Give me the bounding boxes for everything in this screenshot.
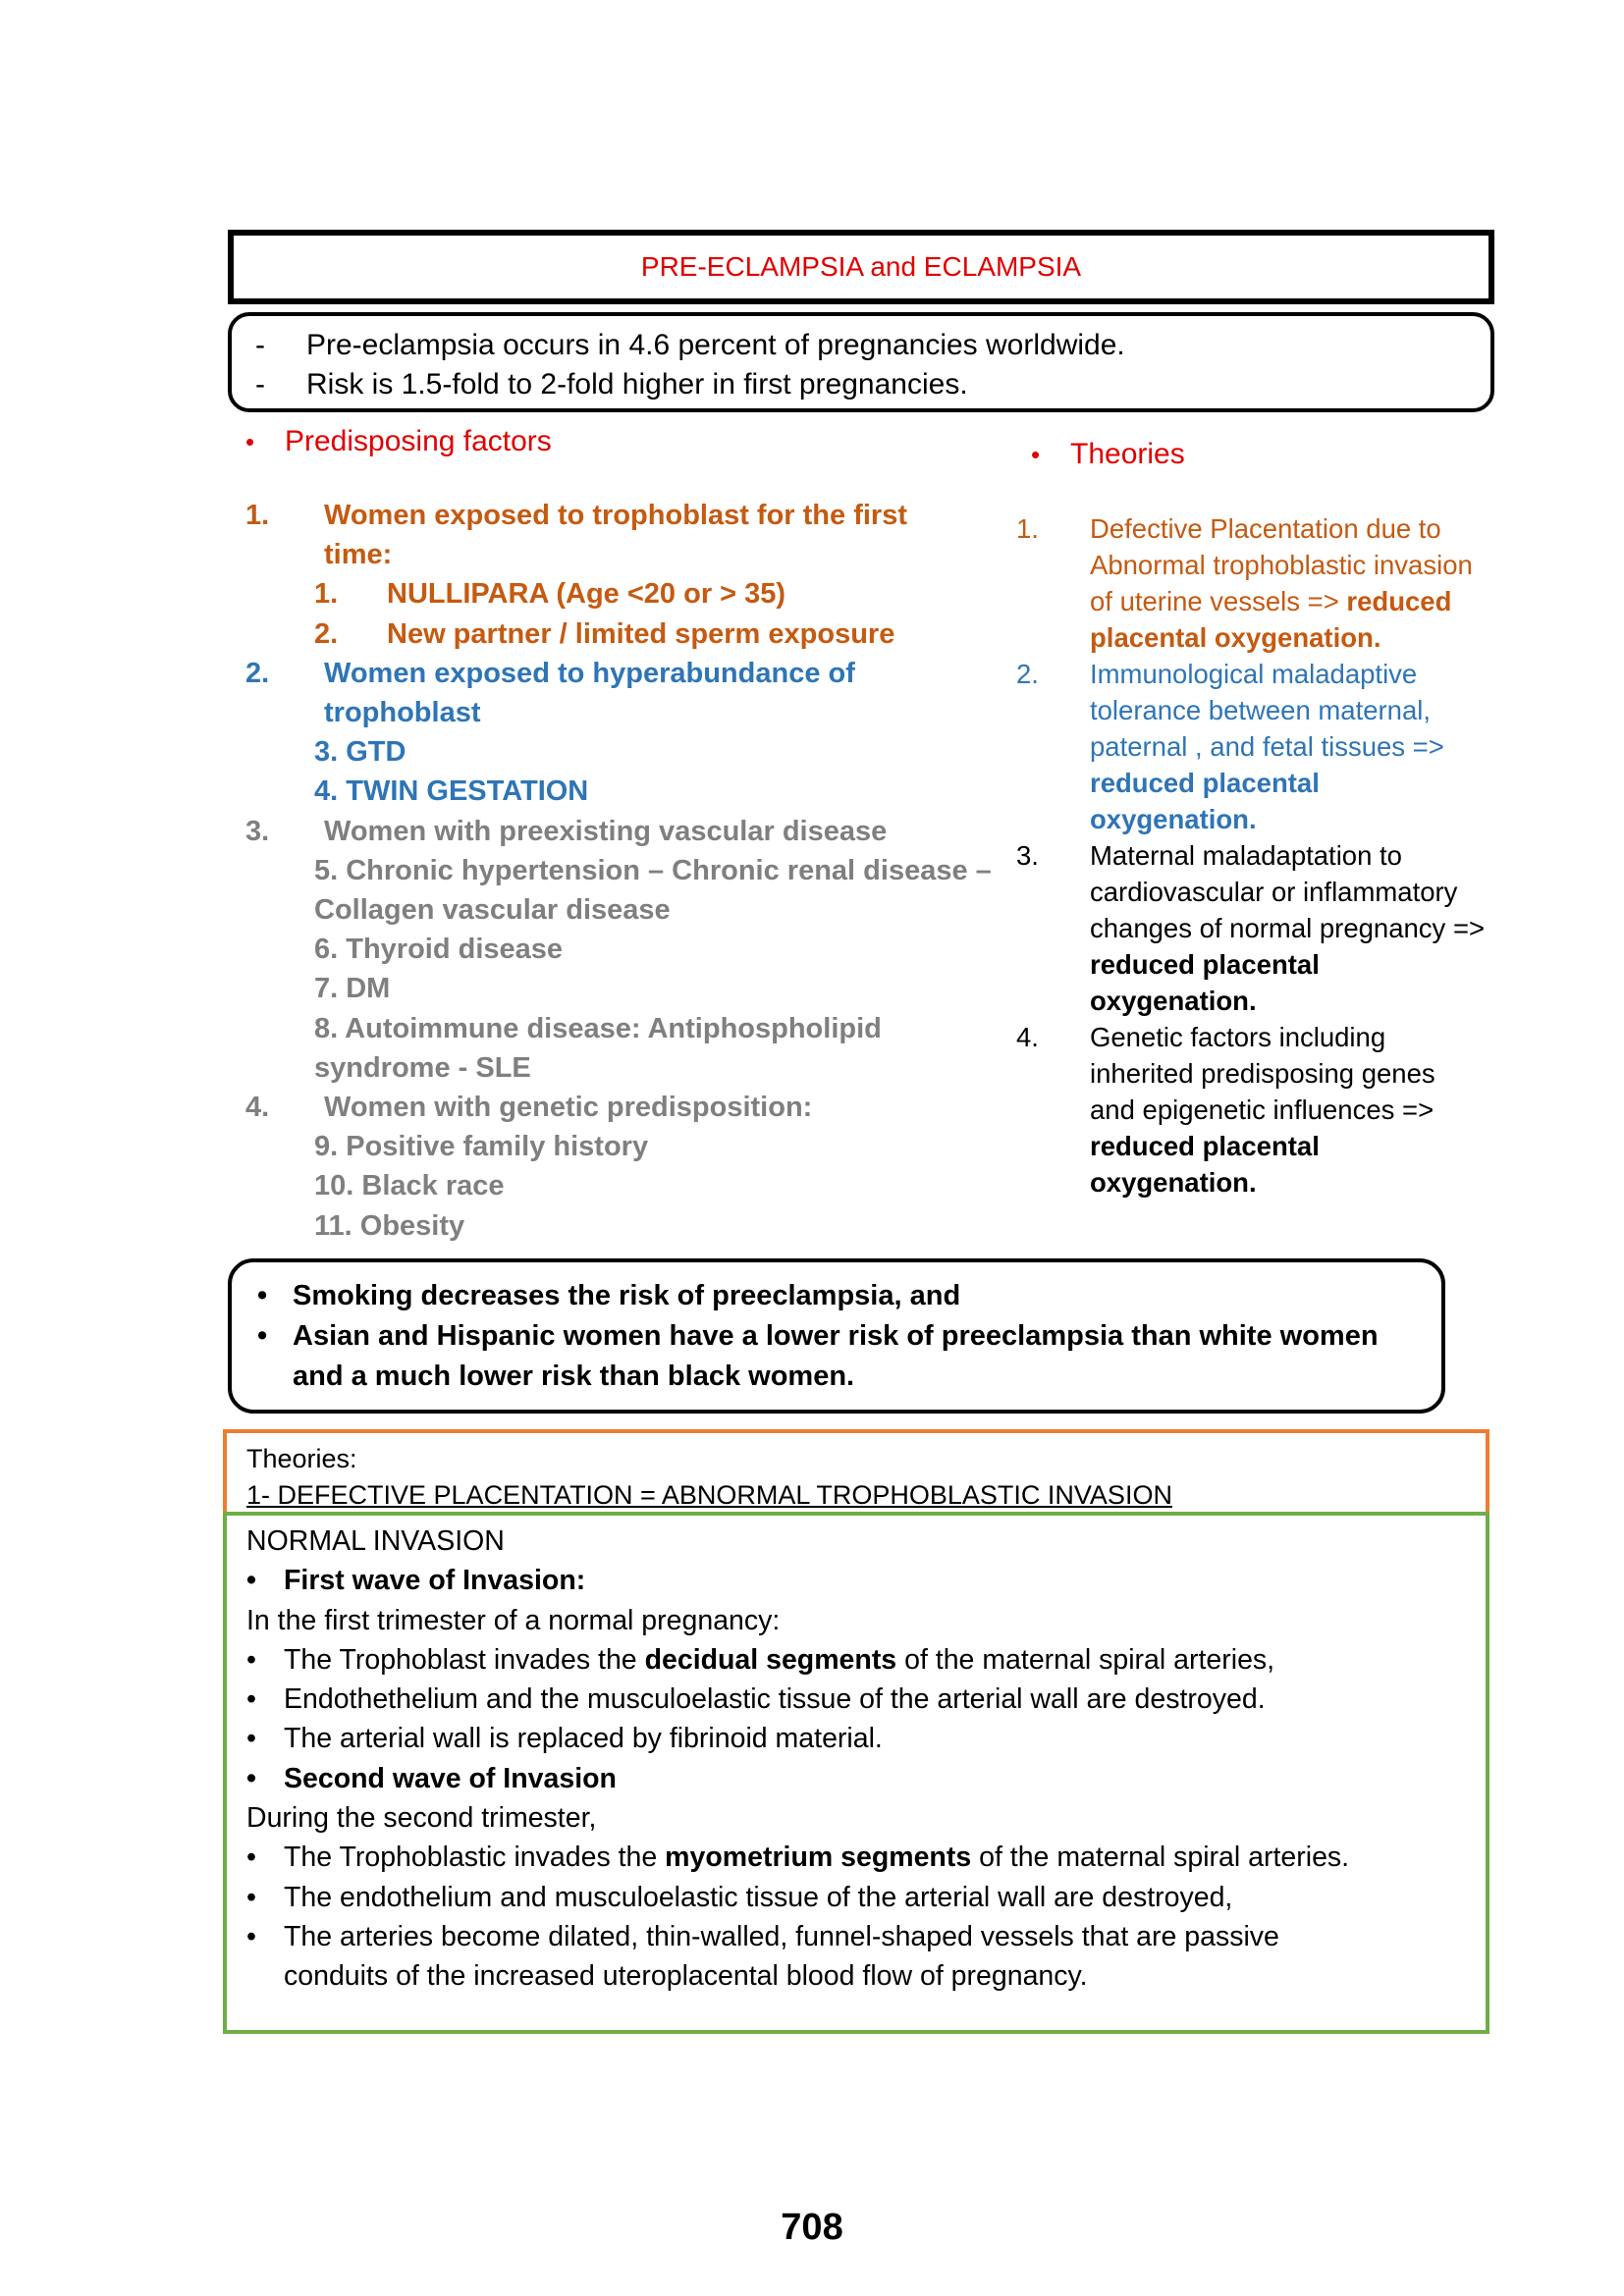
list-item [245, 1048, 1001, 1088]
item-number: 2. [245, 657, 270, 689]
bullet-icon: • [245, 426, 255, 456]
item-text: Women with preexisting vascular disease [324, 815, 888, 847]
intro-line [255, 365, 1490, 404]
dash-marker: - [255, 368, 265, 400]
list-item [245, 812, 1001, 851]
list-item [245, 535, 1001, 574]
list-item [245, 614, 1001, 654]
note-line [257, 1276, 1441, 1316]
item-text: Defective Placentation due to Abnormal trophoblastic invasion of uterine vessels => reduced placental oxygenation. [1090, 513, 1473, 653]
list-item [245, 1206, 1001, 1246]
item-text: 7. DM [314, 973, 391, 1005]
item-number: 1. [245, 500, 270, 531]
bullet-text: The Trophoblastic invades the myometrium segments of the maternal spiral arteries. [284, 1842, 1350, 1874]
bullet-line [246, 1640, 1486, 1680]
item-number: 3. [1016, 840, 1039, 871]
item-number: 2. [1016, 659, 1039, 689]
item-text: 3. GTD [314, 736, 406, 769]
bullet-text: conduits of the increased uteroplacental blood flow of pregnancy. [284, 1960, 1088, 1993]
bullet-line [246, 1838, 1486, 1877]
bullet-line [246, 1719, 1486, 1758]
item-text: 8. Autoimmune disease: Antiphospholipid [314, 1012, 882, 1044]
page-number: 708 [781, 2207, 843, 2248]
bullet-line [246, 1680, 1486, 1719]
note-text: and a much lower risk than black women. [293, 1361, 855, 1392]
theory-label: Theories: [246, 1444, 357, 1473]
bullet-icon: • [246, 1683, 256, 1716]
item-number: 1. [314, 578, 339, 611]
intro-text: Risk is 1.5-fold to 2-fold higher in first pregnancies. [306, 368, 968, 400]
item-text: Women exposed to hyperabundance of [324, 657, 855, 689]
bullet-line [246, 1561, 1486, 1600]
predisposing-heading [245, 425, 552, 458]
subheading: Second wave of Invasion [284, 1762, 617, 1794]
list-item [245, 890, 1001, 930]
intro-line [255, 326, 1490, 365]
list-item [245, 732, 1001, 772]
list-item [245, 969, 1001, 1008]
intro-text: In the first trimester of a normal pregnancy: [246, 1604, 781, 1636]
list-item [245, 1127, 1001, 1166]
item-text: syndrome - SLE [314, 1051, 531, 1084]
bullet-line [246, 1759, 1486, 1798]
bullet-icon: • [246, 1842, 256, 1874]
note-text: Smoking decreases the risk of preeclampsia, and [293, 1280, 961, 1311]
item-text: Women exposed to trophoblast for the first [324, 500, 907, 531]
theories-list [1016, 510, 1488, 1201]
list-item [245, 772, 1001, 811]
list-item [245, 693, 1001, 732]
list-item [245, 851, 1001, 890]
theory-subtitle: 1- DEFECTIVE PLACENTATION = ABNORMAL TROPHOBLASTIC INVASION [246, 1480, 1172, 1510]
list-item [245, 574, 1001, 614]
item-text: Immunological maladaptive tolerance between maternal, paternal , and fetal tissues => reduced placental oxygenation. [1090, 659, 1444, 834]
page-title: PRE-ECLAMPSIA and ECLAMPSIA [640, 251, 1082, 282]
item-text: New partner / limited sperm exposure [387, 617, 895, 650]
item-number: 2. [314, 617, 339, 650]
item-text: Maternal maladaptation to cardiovascular or inflammatory changes of normal pregnancy => reduced placental oxygenation. [1090, 840, 1486, 1016]
intro-text: During the second trimester, [246, 1802, 597, 1835]
item-text: time: [324, 539, 393, 571]
item-number: 4. [1016, 1022, 1039, 1052]
theory-header-box [223, 1429, 1489, 1514]
bullet-icon: • [246, 1881, 256, 1913]
note-line [257, 1316, 1441, 1357]
item-text: 10. Black race [314, 1170, 505, 1202]
bullet-text: The arteries become dilated, thin-walled, funnel-shaped vessels that are passive [284, 1920, 1279, 1952]
bullet-text: The Trophoblast invades the decidual segments of the maternal spiral arteries, [284, 1643, 1275, 1676]
bullet-icon: • [246, 1565, 256, 1597]
predisposing-list [245, 496, 1001, 1246]
bullet-icon: • [257, 1280, 268, 1311]
item-text: Collagen vascular disease [314, 894, 671, 927]
list-item [245, 654, 1001, 693]
item-text: trophoblast [324, 697, 481, 729]
note-line [257, 1357, 1441, 1397]
list-item [245, 1009, 1001, 1048]
list-item [245, 1088, 1001, 1127]
theory-item [1016, 1019, 1488, 1201]
bullet-icon: • [246, 1643, 256, 1676]
list-item [245, 930, 1001, 969]
item-text: 9. Positive family history [314, 1131, 649, 1163]
bullet-icon: • [246, 1920, 256, 1952]
bullet-icon: • [1031, 439, 1041, 469]
bullet-icon: • [246, 1762, 256, 1794]
item-number: 1. [1016, 513, 1039, 544]
theory-item [1016, 656, 1488, 837]
bullet-line [246, 1878, 1486, 1917]
item-text: Women with genetic predisposition: [324, 1092, 813, 1124]
theory-item [1016, 837, 1488, 1019]
bullet-line [246, 1917, 1486, 1956]
item-text: 5. Chronic hypertension – Chronic renal disease – [314, 854, 992, 886]
section-heading: NORMAL INVASION [246, 1525, 505, 1557]
bullet-text: Endothethelium and the musculoelastic tissue of the arterial wall are destroyed. [284, 1683, 1266, 1716]
item-text: 11. Obesity [314, 1209, 465, 1242]
list-item [245, 496, 1001, 535]
bullet-icon: • [257, 1320, 268, 1352]
theory-item [1016, 510, 1488, 656]
theories-heading [1031, 438, 1185, 471]
subheading: First wave of Invasion: [284, 1565, 586, 1597]
note-text: Asian and Hispanic women have a lower risk of preeclampsia than white women [293, 1320, 1379, 1352]
dash-marker: - [255, 329, 265, 361]
list-item [245, 1166, 1001, 1205]
heading-text: Theories [1070, 438, 1185, 470]
item-text: 6. Thyroid disease [314, 934, 564, 966]
item-number: 4. [245, 1092, 270, 1124]
title-box [228, 230, 1494, 304]
item-text: Genetic factors including inherited predisposing genes and epigenetic influences => reduced placental oxygenation. [1090, 1022, 1435, 1198]
intro-text: Pre-eclampsia occurs in 4.6 percent of pregnancies worldwide. [306, 329, 1125, 361]
normal-invasion-box [223, 1512, 1489, 2034]
bullet-text: The arterial wall is replaced by fibrinoid material. [284, 1723, 883, 1755]
bullet-text: The endothelium and musculoelastic tissue of the arterial wall are destroyed, [284, 1881, 1233, 1913]
item-text: NULLIPARA (Age <20 or > 35) [387, 578, 786, 611]
bullet-icon: • [246, 1723, 256, 1755]
risk-notes-box [228, 1258, 1445, 1414]
heading-text: Predisposing factors [285, 425, 552, 457]
item-text: 4. TWIN GESTATION [314, 775, 589, 808]
intro-box [228, 312, 1494, 412]
item-number: 3. [245, 815, 270, 847]
